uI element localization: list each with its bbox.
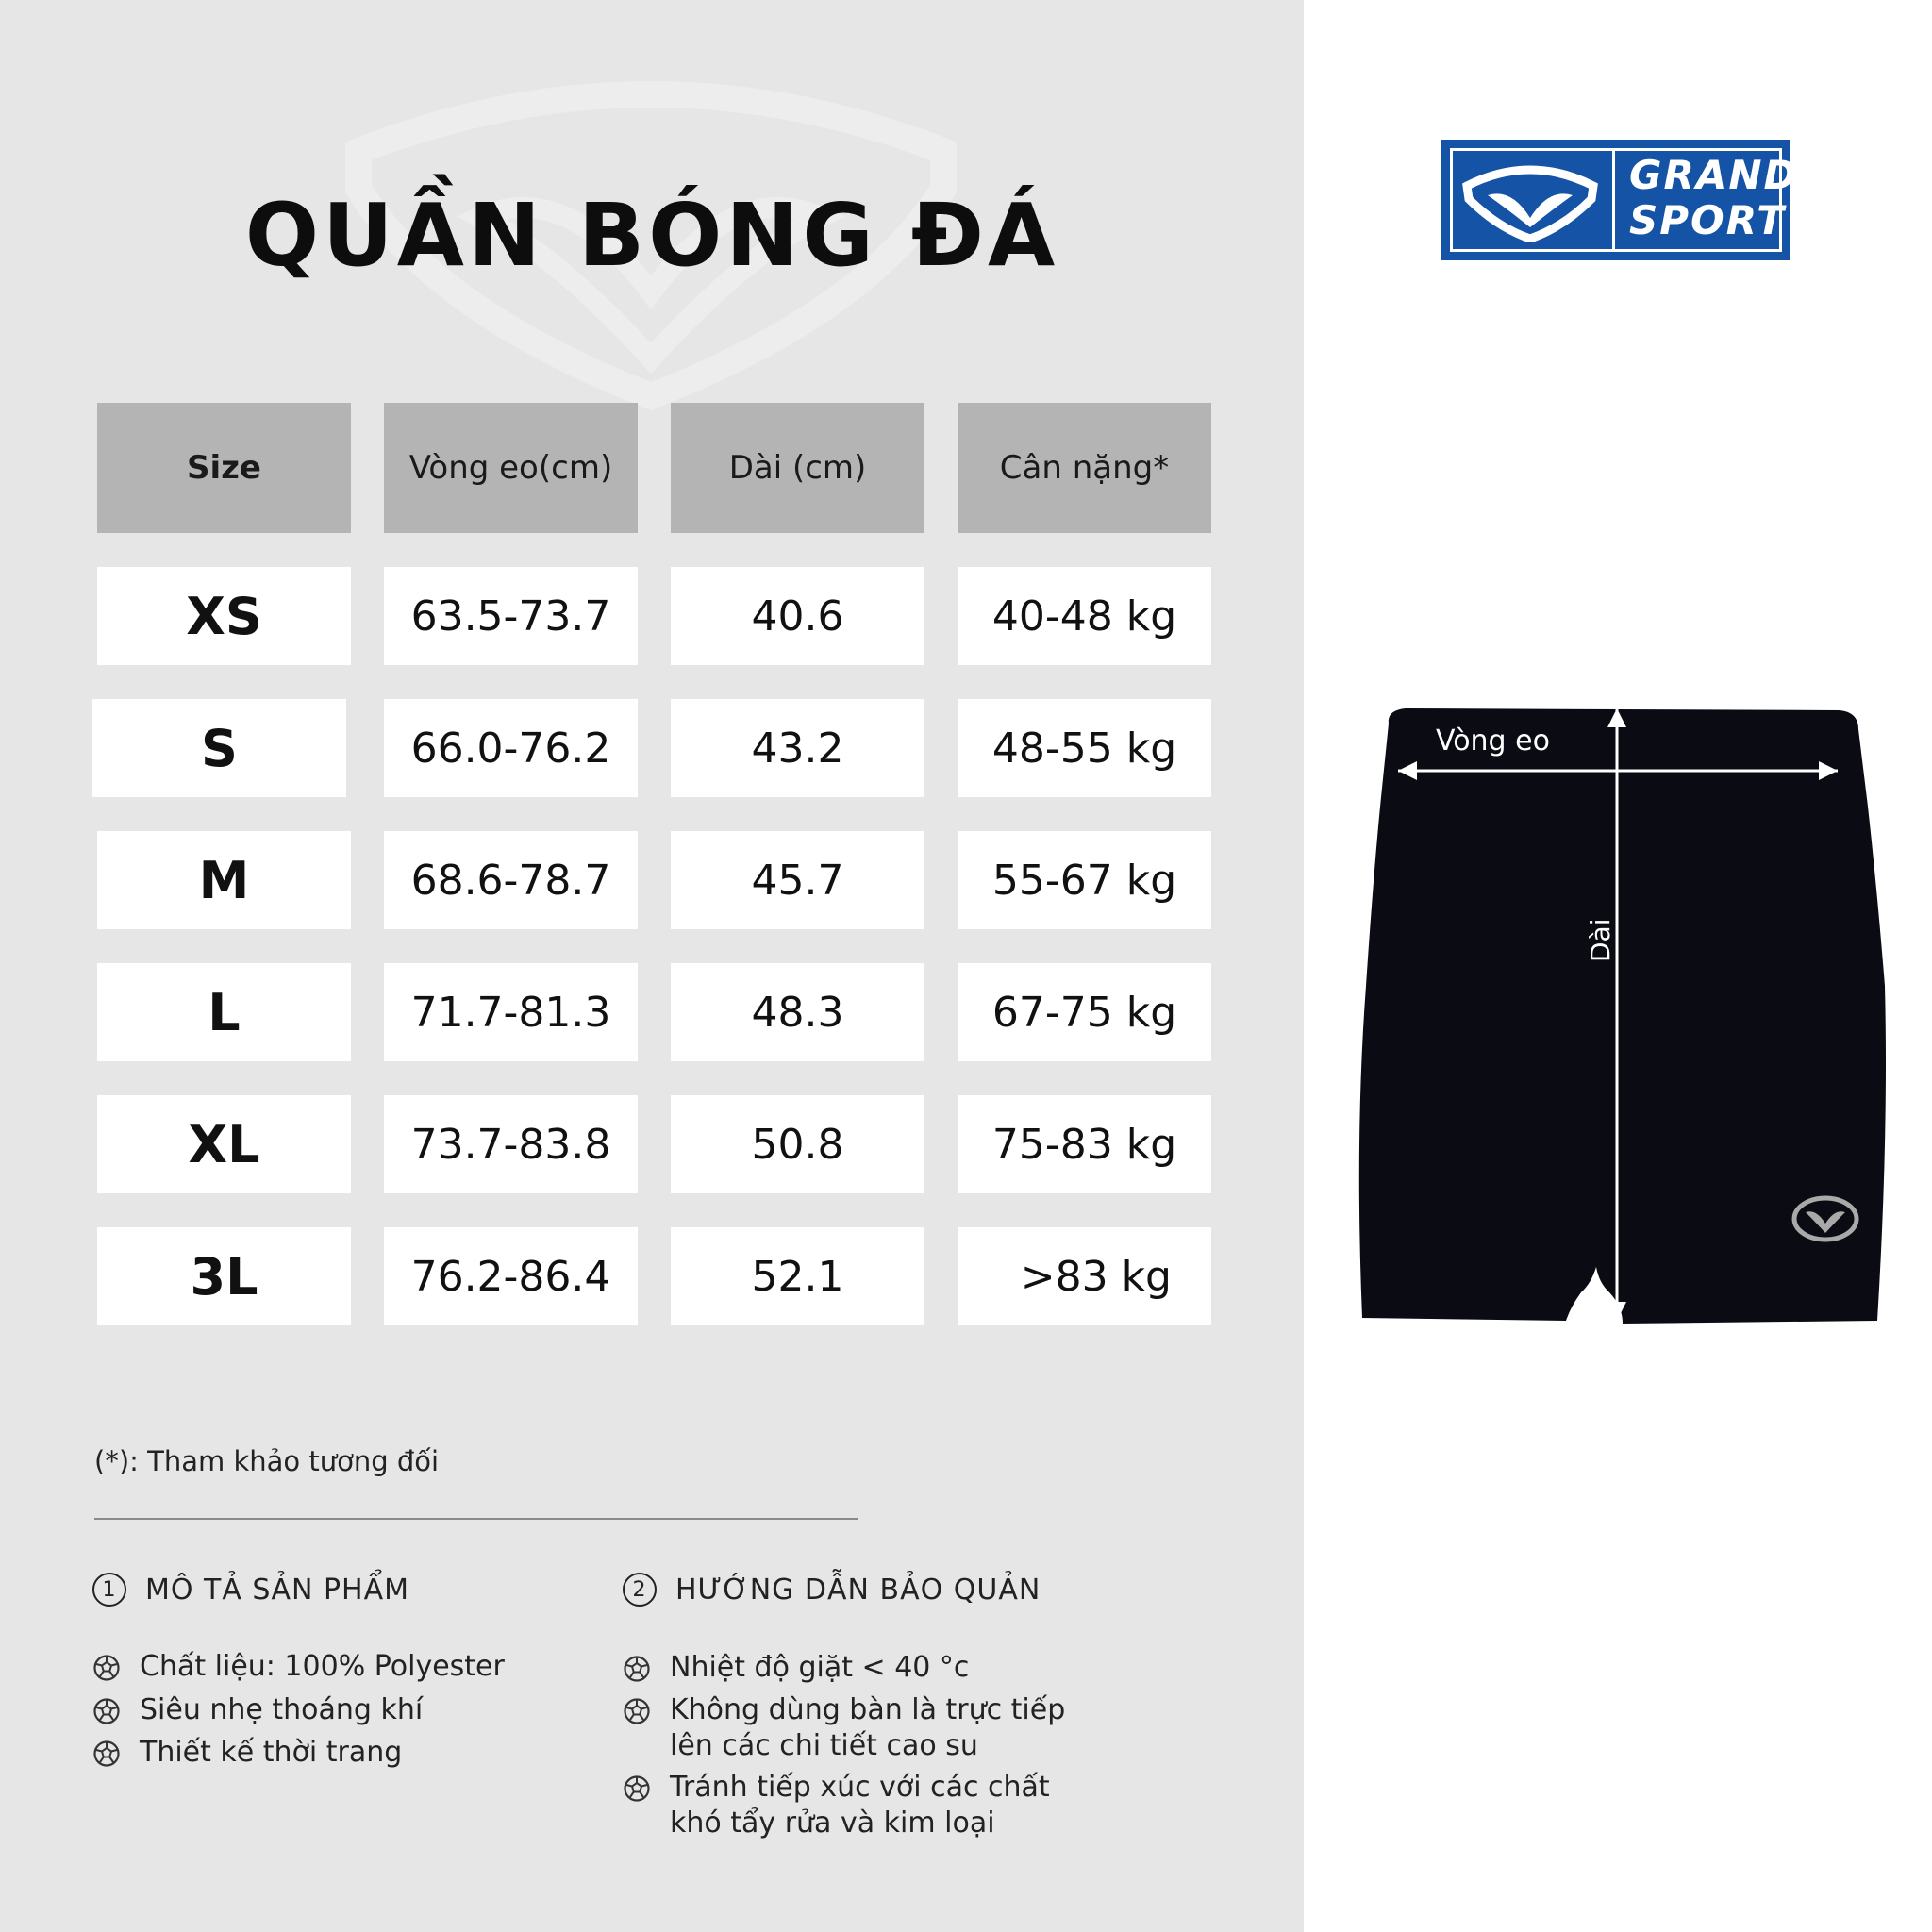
table-cell-waist: 66.0-76.2 bbox=[384, 699, 638, 797]
care-item-label bbox=[670, 1692, 1065, 1764]
table-cell-weight: 48-55 kg bbox=[958, 699, 1211, 797]
logo-separator bbox=[1612, 148, 1615, 252]
table-cell-size: S bbox=[92, 699, 346, 797]
table-cell-length: 52.1 bbox=[671, 1227, 924, 1325]
table-cell-waist: 76.2-86.4 bbox=[384, 1227, 638, 1325]
table-cell-waist: 68.6-78.7 bbox=[384, 831, 638, 929]
waist-label: Vòng eo bbox=[1436, 724, 1550, 758]
page-title: QUẦN BÓNG ĐÁ bbox=[244, 185, 1059, 286]
table-cell-size: 3L bbox=[97, 1227, 351, 1325]
number-circle-icon: 1 bbox=[92, 1573, 126, 1607]
brand-name-line2: SPORT bbox=[1629, 197, 1786, 243]
divider bbox=[94, 1518, 858, 1520]
care-item-label: Nhiệt độ giặt < 40 °c bbox=[670, 1651, 970, 1684]
table-cell-length: 50.8 bbox=[671, 1095, 924, 1193]
soccer-ball-icon bbox=[623, 1774, 651, 1803]
list-item bbox=[92, 1692, 423, 1728]
description-heading-label: MÔ TẢ SẢN PHẨM bbox=[145, 1573, 410, 1607]
care-item-line: khó tẩy rửa và kim loại bbox=[670, 1807, 995, 1840]
footnote: (*): Tham khảo tương đối bbox=[94, 1445, 440, 1477]
header-weight: Cân nặng* bbox=[958, 403, 1211, 533]
table-cell-length: 48.3 bbox=[671, 963, 924, 1061]
header-length: Dài (cm) bbox=[671, 403, 924, 533]
description-item-label: Thiết kế thời trang bbox=[140, 1736, 403, 1769]
table-cell-weight: 55-67 kg bbox=[958, 831, 1211, 929]
number-circle-icon: 2 bbox=[623, 1573, 657, 1607]
header-size: Size bbox=[97, 403, 351, 533]
list-item bbox=[623, 1770, 1050, 1841]
brand-logo bbox=[1441, 140, 1799, 260]
header-waist: Vòng eo(cm) bbox=[384, 403, 638, 533]
description-item-label: Siêu nhẹ thoáng khí bbox=[140, 1693, 424, 1726]
list-item bbox=[623, 1650, 969, 1686]
length-label: Dài bbox=[1585, 918, 1616, 962]
soccer-ball-icon bbox=[623, 1697, 651, 1725]
table-cell-length: 45.7 bbox=[671, 831, 924, 929]
table-cell-size: XS bbox=[97, 567, 351, 665]
care-item-line: Không dùng bàn là trực tiếp bbox=[670, 1693, 1066, 1726]
table-cell-waist: 71.7-81.3 bbox=[384, 963, 638, 1061]
table-cell-weight: 40-48 kg bbox=[958, 567, 1211, 665]
table-cell-weight: 67-75 kg bbox=[958, 963, 1211, 1061]
table-cell-weight: 75-83 kg bbox=[958, 1095, 1211, 1193]
grand-sport-wings-icon bbox=[1459, 159, 1601, 242]
brand-name-line1: GRAND bbox=[1629, 152, 1799, 198]
table-cell-size: XL bbox=[97, 1095, 351, 1193]
list-item bbox=[623, 1692, 1065, 1764]
table-cell-weight: >83 kg bbox=[958, 1227, 1211, 1325]
table-cell-size: L bbox=[97, 963, 351, 1061]
table-cell-size: M bbox=[97, 831, 351, 929]
shorts-diagram bbox=[1349, 703, 1887, 1330]
soccer-ball-icon bbox=[92, 1740, 121, 1768]
description-heading bbox=[92, 1573, 409, 1607]
table-cell-length: 43.2 bbox=[671, 699, 924, 797]
description-item-label: Chất liệu: 100% Polyester bbox=[140, 1650, 505, 1683]
care-item-label bbox=[670, 1770, 1050, 1841]
care-item-line: lên các chi tiết cao su bbox=[670, 1729, 978, 1762]
care-item-line: Tránh tiếp xúc với các chất bbox=[670, 1771, 1050, 1804]
table-cell-length: 40.6 bbox=[671, 567, 924, 665]
list-item bbox=[92, 1735, 402, 1771]
soccer-ball-icon bbox=[623, 1655, 651, 1683]
soccer-ball-icon bbox=[92, 1654, 121, 1682]
table-cell-waist: 73.7-83.8 bbox=[384, 1095, 638, 1193]
care-heading bbox=[623, 1573, 1041, 1607]
soccer-ball-icon bbox=[92, 1697, 121, 1725]
shorts-silhouette bbox=[1359, 708, 1886, 1324]
list-item bbox=[92, 1649, 505, 1685]
care-heading-label: HƯỚNG DẪN BẢO QUẢN bbox=[675, 1573, 1041, 1607]
table-cell-waist: 63.5-73.7 bbox=[384, 567, 638, 665]
